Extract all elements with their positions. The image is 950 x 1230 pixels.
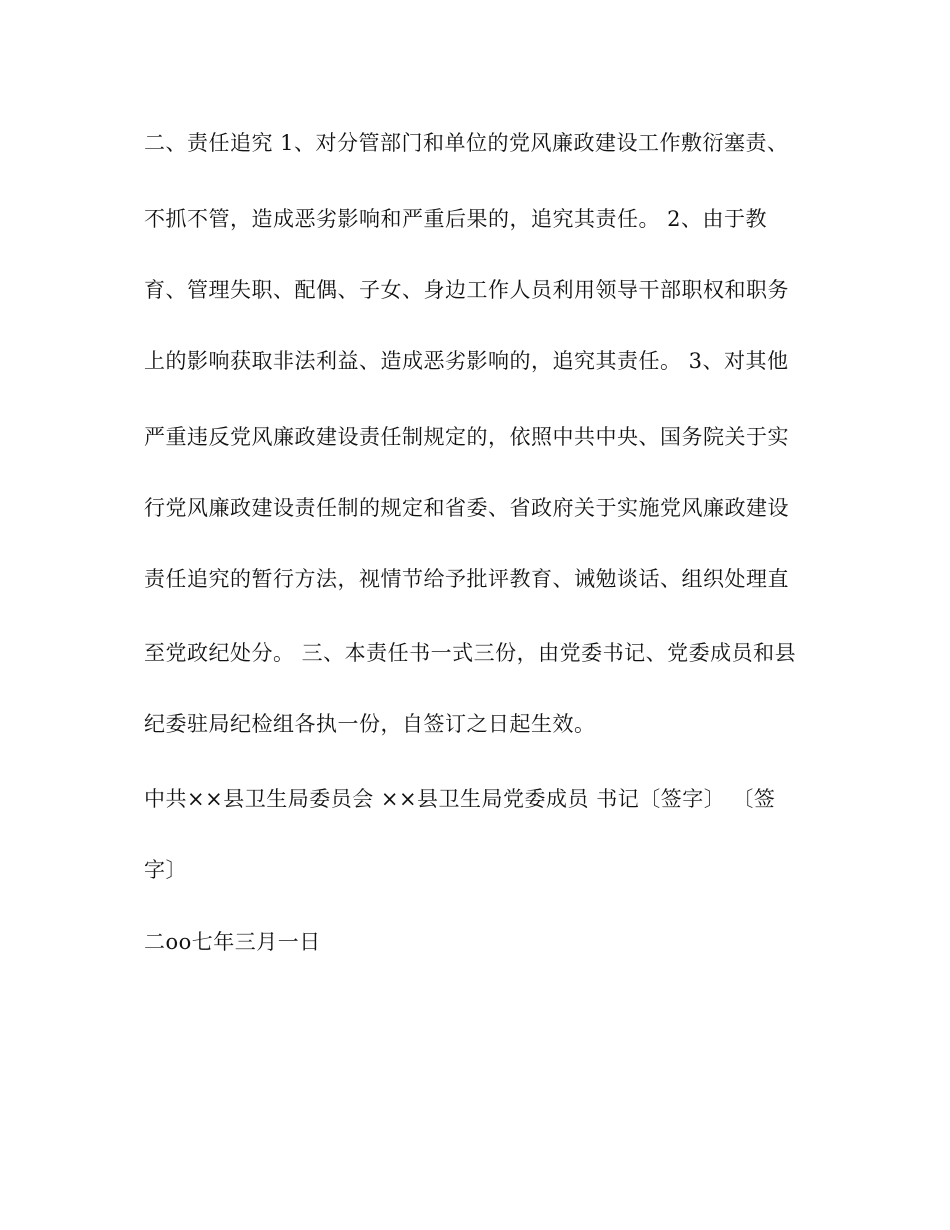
body-text-line: 至党政纪处分。 三、本责任书一式三份，由党委书记、党委成员和县 [144,641,797,665]
body-text-line: 上的影响获取非法利益、造成恶劣影响的，追究其责任。 3、对其他 [144,349,789,373]
body-text-line: 责任追究的暂行方法，视情节给予批评教育、诫勉谈话、组织处理直 [144,567,789,591]
body-text-line: 严重违反党风廉政建设责任制规定的，依照中共中央、国务院关于实 [144,425,789,449]
document-date: 二oo七年三月一日 [144,930,321,954]
signature-line: 中共××县卫生局委员会 ××县卫生局党委成员 书记〔签字〕 〔签 [144,787,776,811]
body-text-line: 二、责任追究 1、对分管部门和单位的党风廉政建设工作敷衍塞责、 [144,131,789,155]
signature-line: 字〕 [144,858,187,882]
body-text-line: 纪委驻局纪检组各执一份，自签订之日起生效。 [144,712,596,736]
body-text-line: 不抓不管，造成恶劣影响和严重后果的，追究其责任。 2、由于教 [144,207,768,231]
body-text-line: 行党风廉政建设责任制的规定和省委、省政府关于实施党风廉政建设 [144,496,789,520]
body-text-line: 育、管理失职、配偶、子女、身边工作人员利用领导干部职权和职务 [144,278,789,302]
